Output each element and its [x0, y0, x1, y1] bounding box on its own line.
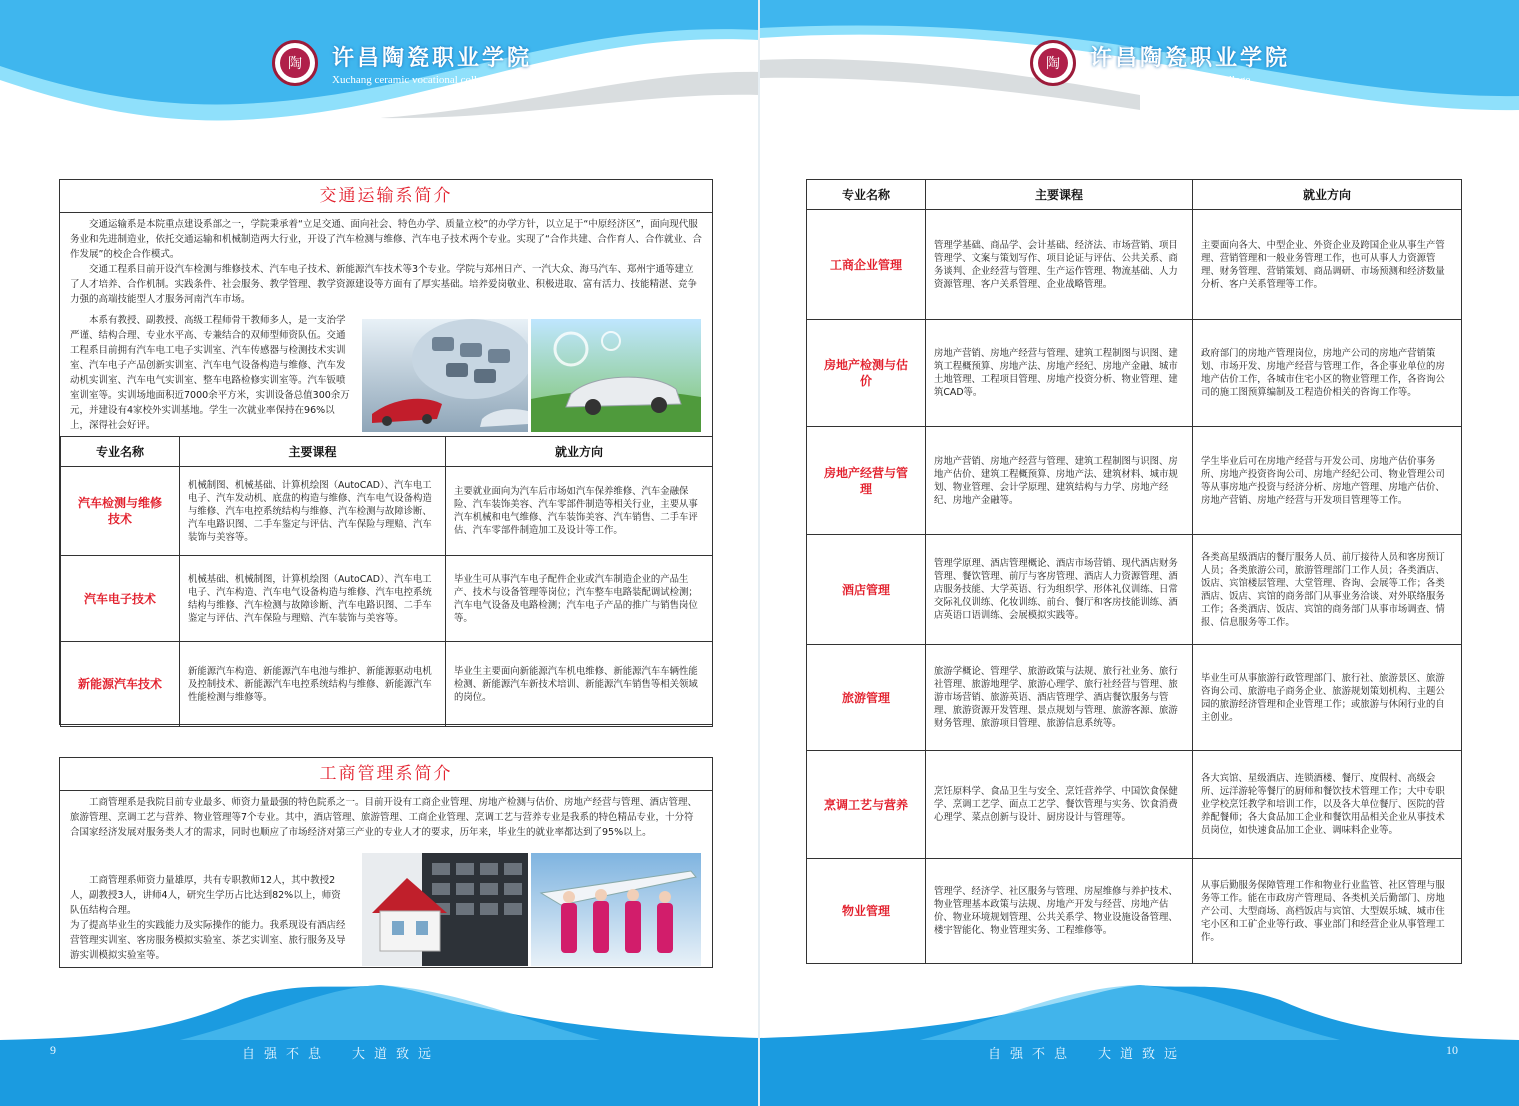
footer-motto-right: 自强不息 大道致远 [988, 1047, 1187, 1062]
major-name: 酒店管理 [807, 535, 926, 645]
major-courses: 房地产营销、房地产经营与管理、建筑工程制图与识图、房地产估价、建筑工程概预算、房地产法、建筑材料、城市规划、物业管理、会计学原理、建筑结构与力学、房地产经纪、房地产金融等。 [926, 427, 1193, 535]
major-name: 物业管理 [807, 859, 926, 964]
major-name: 汽车电子技术 [61, 556, 180, 642]
college-header [272, 38, 532, 88]
business-intro-2 [60, 869, 360, 963]
major-career: 毕业生主要面向新能源汽车机电维修、新能源汽车车辆性能检测、新能源汽车新技术培训、新能源汽车销售等相关领域的岗位。 [446, 642, 713, 727]
header-major-name: 专业名称 [807, 180, 926, 210]
business-title: 工商管理系简介 [60, 758, 712, 791]
major-courses: 管理学基础、商品学、会计基础、经济法、市场营销、项目管理学、文案与策划写作、项目论证与评估、公共关系、商务谈判、企业经营与管理、生产运作管理、物流基础、人力资源管理、客户关系管理、企业战略管理。 [926, 210, 1193, 320]
college-name-cn: 许昌陶瓷职业学院 [332, 44, 533, 71]
table-row [807, 320, 1462, 427]
major-courses: 旅游学概论、管理学、旅游政策与法规、旅行社业务、旅行社管理、旅游地理学、旅游心理学、旅行社经营与管理、旅游市场营销、旅游英语、酒店管理学、酒店餐饮服务与管理、旅游资源开发管理、景点规划与管理、旅游客源、旅游财务管理、旅游项目管理、旅游信息系统等。 [926, 645, 1193, 751]
page-number-left: 9 [50, 1043, 56, 1057]
header-career: 就业方向 [446, 437, 713, 467]
major-career: 主要就业面向为汽车后市场如汽车保养维修、汽车金融保险、汽车装饰美容、汽车零部件制造等相关行业，主要从事汽车机械和电气维修、汽车装饰美容、汽车销售、二手车评估、汽车零部件制造加工及设计等工作。 [446, 467, 713, 556]
major-name: 工商企业管理 [807, 210, 926, 320]
transport-paragraph-1: 交通运输系是本院重点建设系部之一，学院秉承着“立足交通、面向社会、特色办学、质量立校”的办学方针，以立足于“中原经济区”，面向现代服务业和先进制造业，依托交通运输和机械制造两大行业，开设了汽车检测与维修、汽车电子技术两个专业。实现了“合作共建、合作育人、合作就业、合作发展”的校企合作模式。 [70, 219, 702, 260]
header-main-courses: 主要课程 [926, 180, 1193, 210]
major-name: 新能源汽车技术 [61, 642, 180, 727]
college-name-cn: 许昌陶瓷职业学院 [1090, 44, 1291, 71]
business-section [59, 757, 713, 968]
major-courses: 房地产营销、房地产经营与管理、建筑工程制图与识图、建筑工程概预算、房地产法、房地产经纪、房地产金融、城市土地管理、工程项目管理、房地产投资分析、物业管理、建筑CAD等。 [926, 320, 1193, 427]
business-paragraph-2: 工商管理系师资力量雄厚，共有专职教师12人，其中教授2人，副教授3人，讲师4人，研究生学历占比达到82%以上，师资队伍结构合理。 [70, 875, 341, 916]
footer-motto-left: 自强不息 大道致远 [242, 1047, 441, 1062]
major-career: 政府部门的房地产管理岗位，房地产公司的房地产营销策划、市场开发、房地产经营与管理工作，各企事业单位的房地产估价工作，各城市住宅小区的物业管理工作，各咨询公司的施工图预算编制及工程造价相关的咨询工作等。 [1193, 320, 1462, 427]
major-career: 主要面向各大、中型企业、外资企业及跨国企业从事生产管理、营销管理和一般业务管理工作，也可从事人力资源管理、财务管理、营销策划、商品调研、市场预测和经济数量分析、客户关系管理等工作。 [1193, 210, 1462, 320]
transport-paragraph-2: 交通工程系目前开设汽车检测与维修技术、汽车电子技术、新能源汽车技术等3个专业。学院与郑州日产、一汽大众、海马汽车、郑州宇通等建立了人才培养、合作机制。实践条件、社会服务、教学管理、教学资源建设等方面有了厚实基础。培养爱岗敬业、积极进取、富有活力、技能精湛、竞争力强的高端技能型人才服务河南汽车市场。 [70, 264, 698, 305]
business-paragraph-3: 为了提高毕业生的实践能力及实际操作的能力。我系现设有酒店经营管理实训室、客房服务模拟实验室、茶艺实训室、旅行服务及导游实训模拟实验室等。 [70, 920, 346, 961]
college-logo [272, 40, 318, 86]
logo-emblem-icon: 陶 [280, 48, 310, 78]
transport-intro-3 [60, 313, 360, 433]
major-courses: 机械基础、机械制图，计算机绘图（AutoCAD）、汽车电工电子、汽车构造、汽车电气设备构造与维修、汽车电控系统结构与维修、汽车检测与故障诊断、汽车电路识图、二手车鉴定与评估、汽车保险与理赔、汽车装饰与美容等。 [180, 556, 446, 642]
major-career: 毕业生可从事汽车电子配件企业或汽车制造企业的产品生产、技术与设备管理等岗位；汽车整车电路装配调试检测；汽车电气设备及电路检测；汽车电子产品的推广与销售岗位等。 [446, 556, 713, 642]
major-name: 房地产检测与估价 [807, 320, 926, 427]
table-row [61, 642, 713, 727]
table-row [807, 535, 1462, 645]
major-courses: 管理学、经济学、社区服务与管理、房屋维修与养护技术、物业管理基本政策与法规、房地产开发与经营、房地产估价、物业环境规划管理、公共关系学、物业设施设备管理、楼宇智能化、物业管理实务、工程维修等。 [926, 859, 1193, 964]
major-name: 烹调工艺与营养 [807, 751, 926, 859]
major-career: 学生毕业后可在房地产经营与开发公司、房地产估价事务所、房地产投资咨询公司、房地产经纪公司、物业管理公司等从事房地产投资与经济分析、房地产管理、房地产估价、房地产营销、房地产经营与开发项目管理等工作。 [1193, 427, 1462, 535]
major-courses: 管理学原理、酒店管理概论、酒店市场营销、现代酒店财务管理、餐饮管理、前厅与客房管理、酒店人力资源管理、酒店服务技能、大学英语、行为组织学、形体礼仪训练、日常交际礼仪训练、化妆训练、前台、餐厅和客房技能训练、酒店英语口语训练、会展模拟实践等。 [926, 535, 1193, 645]
logo-emblem-icon: 陶 [1038, 48, 1068, 78]
major-name: 房地产经营与管理 [807, 427, 926, 535]
college-name-en: Xuchang ceramic vocational college [332, 73, 493, 86]
table-row [807, 645, 1462, 751]
college-header [1030, 38, 1290, 88]
major-courses: 新能源汽车构造、新能源汽车电池与维护、新能源驱动电机及控制技术、新能源汽车电控系统结构与维修、新能源汽车性能检测与维修等。 [180, 642, 446, 727]
major-courses: 机械制图、机械基础、计算机绘图（AutoCAD）、汽车电工电子、汽车发动机、底盘的构造与维修、汽车电气设备构造与维修、汽车电控系统结构与维修、汽车检测与故障诊断、汽车电路识图、二手车鉴定与评估、汽车保险与理赔、汽车装饰与美容等。 [180, 467, 446, 556]
page-number-right: 10 [1446, 1043, 1458, 1057]
transport-majors-table [60, 436, 713, 727]
major-career: 各类高星级酒店的餐厅服务人员、前厅接待人员和客房预订人员；各类旅游公司，旅游管理部门工作人员；各类酒店、饭店、宾馆楼层管理、大堂管理、咨询、会展等工作；各类酒店、饭店、宾馆的商务部门从事业务洽谈、对外联络服务工作；各类酒店、饭店、宾馆的商务部门从事市场调查、情报、信息服务等工作。 [1193, 535, 1462, 645]
header-major-name: 专业名称 [61, 437, 180, 467]
college-logo [1030, 40, 1076, 86]
major-career: 各大宾馆、星级酒店、连锁酒楼、餐厅、度假村、高级会所、远洋游轮等餐厅的厨师和餐饮技术管理工作；大中专职业学校烹饪教学和培训工作，以及各大单位餐厅、医院的营养配餐师；各大食品加工企业和餐饮用品相关企业从事技术员岗位，如快速食品加工企业、调味料企业等。 [1193, 751, 1462, 859]
table-row [807, 427, 1462, 535]
transport-paragraph-3: 本系有教授、副教授、高级工程师骨干教师多人，是一支治学严谨、结构合理、专业水平高、专兼结合的双师型师资队伍。交通工程系目前拥有汽车电工电子实训室、汽车传感器与检测技术实训室、汽车电子产品创新实训室、汽车电气设备构造与维修、汽车发动机实训室、汽车电气实训室、整车电路检修实训室等。汽车钣喷室训室等。实训场地面积近7000余平方米，实训设备总值300余万元，并建设有4家校外实训基地。学生一次就业率保持在96%以上，深得社会好评。 [70, 315, 350, 431]
business-majors-table-wrap [806, 179, 1461, 966]
transport-title: 交通运输系简介 [60, 180, 712, 213]
airline-staff-photo [531, 853, 701, 966]
table-row [807, 859, 1462, 964]
major-career: 从事后勤服务保障管理工作和物业行业监管、社区管理与服务等工作。能在市政房产管理局、各类机关后勤部门、房地产公司、大型商场、高档饭店与宾馆、大型娱乐城、城市住宅小区和工矿企业等行政、事业部门和经营企业从事管理工作。 [1193, 859, 1462, 964]
car-tech-photo [362, 319, 528, 432]
left-page [0, 0, 759, 1106]
transport-intro [60, 213, 712, 313]
house-calculator-photo [362, 853, 528, 966]
table-row [61, 556, 713, 642]
table-row [61, 467, 713, 556]
table-row [807, 210, 1462, 320]
green-car-photo [531, 319, 701, 432]
major-name: 汽车检测与维修技术 [61, 467, 180, 556]
business-majors-table [806, 179, 1462, 964]
header-career: 就业方向 [1193, 180, 1462, 210]
transport-section [59, 179, 713, 725]
major-career: 毕业生可从事旅游行政管理部门、旅行社、旅游景区、旅游咨询公司、旅游电子商务企业、旅游规划策划机构、主题公园的旅游经济管理和企业管理工作；或旅游与休闲行业的自主创业。 [1193, 645, 1462, 751]
table-row [807, 751, 1462, 859]
right-page [760, 0, 1519, 1106]
business-paragraph-1: 工商管理系是我院目前专业最多、师资力量最强的特色院系之一。目前开设有工商企业管理、房地产检测与估价、房地产经营与管理、酒店管理、旅游管理、烹调工艺与营养、物业管理等7个专业。其中，酒店管理、旅游管理、工商企业管理、烹调工艺与营养专业是我系的特色精品专业，十分符合国家经济发展对服务类人才的需求，同时也顺应了市场经济对第三产业的专业人才的要求，历年来，毕业生的就业率都达到了95%以上。 [70, 797, 698, 838]
major-courses: 烹饪原料学、食品卫生与安全、烹饪营养学、中国饮食保健学、烹调工艺学、面点工艺学、餐饮管理与实务、饮食消费心理学、菜点创新与设计、厨房设计与管理等。 [926, 751, 1193, 859]
header-main-courses: 主要课程 [180, 437, 446, 467]
major-name: 旅游管理 [807, 645, 926, 751]
college-name-en: Xuchang ceramic vocational college [1090, 73, 1251, 86]
